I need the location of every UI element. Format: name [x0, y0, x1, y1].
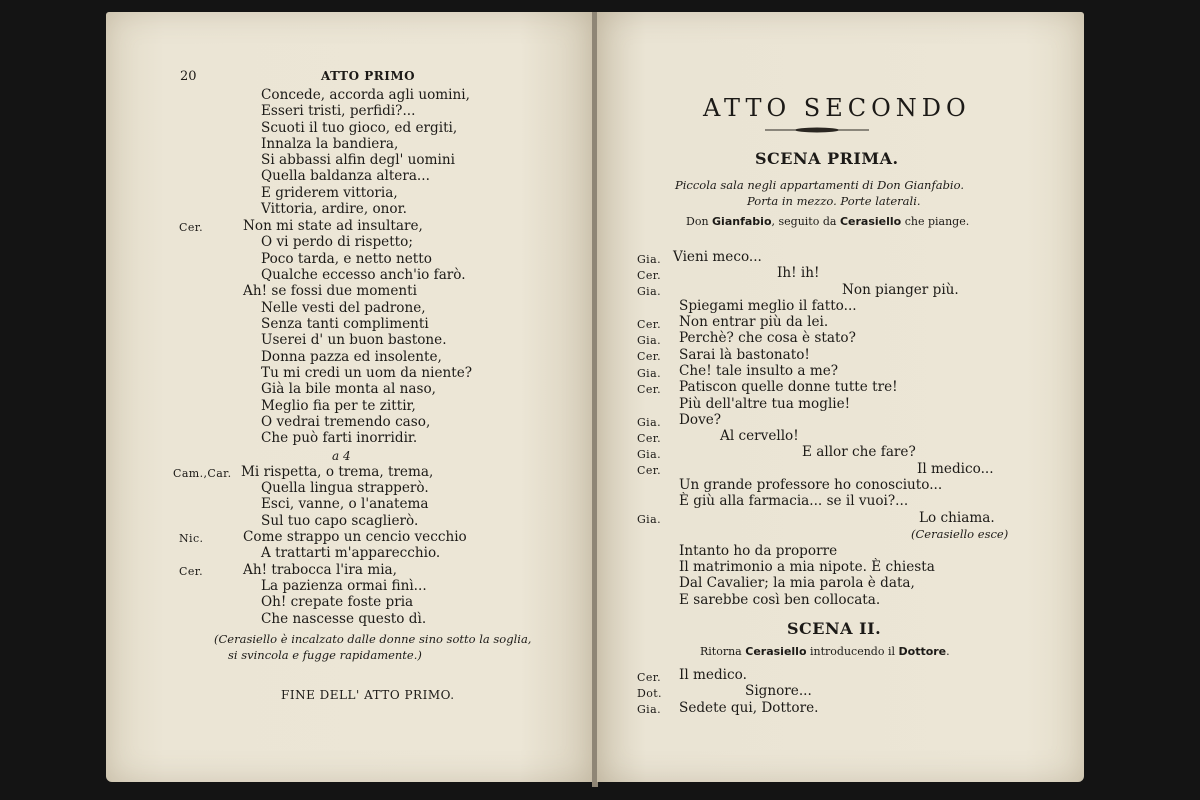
- dialogue-line: E sarebbe così ben collocata.: [679, 592, 881, 608]
- open-book: [106, 12, 1084, 790]
- speaker-label: Gia.: [637, 253, 661, 266]
- left-page: [106, 12, 593, 782]
- ornamental-rule: [765, 126, 869, 134]
- dialogue-line: Il medico.: [679, 667, 747, 683]
- speaker-label: Gia.: [637, 703, 661, 716]
- dialogue-line: Non pianger più.: [842, 282, 959, 298]
- scene-title: SCENA II.: [787, 619, 882, 638]
- verse-line: Scuoti il tuo gioco, ed ergiti,: [261, 120, 458, 136]
- scene-cast: [700, 644, 950, 660]
- speaker-label: Cer.: [179, 221, 204, 234]
- dialogue-line: Perchè? che cosa è stato?: [679, 330, 856, 346]
- speaker-label: Cer.: [637, 383, 662, 396]
- verse-line: Non mi state ad insultare,: [243, 218, 423, 234]
- verse-line: E griderem vittoria,: [261, 185, 398, 201]
- verse-line: La pazienza ormai finì...: [261, 578, 427, 594]
- cast-text: , seguito da: [771, 215, 837, 228]
- dialogue-line: Sedete qui, Dottore.: [679, 700, 819, 716]
- scene-cast: [686, 214, 969, 230]
- verse-line: O vi perdo di rispetto;: [261, 234, 413, 250]
- verse-line: Quella baldanza altera...: [261, 168, 430, 184]
- ensemble-marker: a 4: [332, 449, 351, 463]
- dialogue-line: Signore...: [745, 683, 812, 699]
- verse-line: Vittoria, ardire, onor.: [261, 201, 407, 217]
- verse-line: Sul tuo capo scaglierò.: [261, 513, 419, 529]
- verse-line: Nelle vesti del padrone,: [261, 300, 426, 316]
- verse-line: Userei d' un buon bastone.: [261, 332, 447, 348]
- verse-line: O vedrai tremendo caso,: [261, 414, 431, 430]
- verse-line: Ah! se fossi due momenti: [243, 283, 417, 299]
- speaker-label: Gia.: [637, 513, 661, 526]
- verse-line: Concede, accorda agli uomini,: [261, 87, 470, 103]
- dialogue-line: Dove?: [679, 412, 722, 428]
- stage-direction: si svincola e fugge rapidamente.): [228, 648, 422, 662]
- speaker-label: Gia.: [637, 416, 661, 429]
- act-end-line: FINE DELL' ATTO PRIMO.: [281, 688, 455, 702]
- running-head: ATTO PRIMO: [321, 69, 416, 83]
- dialogue-line: Non entrar più da lei.: [679, 314, 829, 330]
- scene-setting: Piccola sala negli appartamenti di Don Gianfabio.: [675, 178, 964, 192]
- cast-text: che piange.: [904, 215, 970, 228]
- dialogue-line: Che! tale insulto a me?: [679, 363, 839, 379]
- speaker-label: Gia.: [637, 334, 661, 347]
- dialogue-line: E allor che fare?: [802, 444, 916, 460]
- cast-name: Gianfabio: [712, 215, 772, 228]
- verse-line: Che nascesse questo dì.: [261, 611, 427, 627]
- verse-line: A trattarti m'apparecchio.: [261, 545, 441, 561]
- stage-direction: (Cerasiello esce): [911, 527, 1009, 541]
- dialogue-line: Lo chiama.: [919, 510, 995, 526]
- speaker-label: Cer.: [637, 269, 662, 282]
- verse-line: Ah! trabocca l'ira mia,: [243, 562, 397, 578]
- verse-line: Quella lingua strapperò.: [261, 480, 429, 496]
- speaker-label: Cer.: [637, 671, 662, 684]
- cast-name: Dottore: [898, 645, 947, 658]
- speaker-label: Gia.: [637, 285, 661, 298]
- verse-line: Si abbassi alfin degl' uomini: [261, 152, 455, 168]
- dialogue-line: Il medico...: [917, 461, 994, 477]
- verse-line: Qualche eccesso anch'io farò.: [261, 267, 466, 283]
- dialogue-line: Al cervello!: [720, 428, 799, 444]
- dialogue-line: Patiscon quelle donne tutte tre!: [679, 379, 898, 395]
- speaker-label: Nic.: [179, 532, 204, 545]
- dialogue-line: Vieni meco...: [673, 249, 762, 265]
- verse-line: Che può farti inorridir.: [261, 430, 418, 446]
- cast-text: Don: [686, 215, 709, 228]
- verse-line: Mi rispetta, o trema, trema,: [241, 464, 434, 480]
- verse-line: Donna pazza ed insolente,: [261, 349, 442, 365]
- cast-text: introducendo il: [810, 645, 895, 658]
- scene-title: SCENA PRIMA.: [755, 149, 899, 168]
- verse-line: Tu mi credi un uom da niente?: [261, 365, 473, 381]
- dialogue-line: Spiegami meglio il fatto...: [679, 298, 857, 314]
- speaker-label: Cer.: [637, 318, 662, 331]
- speaker-label: Cer.: [637, 432, 662, 445]
- dialogue-line: Un grande professore ho conosciuto...: [679, 477, 943, 493]
- cast-text: Ritorna: [700, 645, 742, 658]
- dialogue-line: Intanto ho da proporre: [679, 543, 838, 559]
- dialogue-line: Ih! ih!: [777, 265, 820, 281]
- dialogue-line: È giù alla farmacia... se il vuoi?...: [679, 493, 909, 509]
- right-page: [597, 12, 1084, 782]
- dialogue-line: Più dell'altre tua moglie!: [679, 396, 851, 412]
- verse-line: Innalza la bandiera,: [261, 136, 399, 152]
- act-title: ATTO SECONDO: [703, 94, 971, 122]
- verse-line: Senza tanti complimenti: [261, 316, 429, 332]
- speaker-label: Dot.: [637, 687, 662, 700]
- verse-line: Poco tarda, e netto netto: [261, 251, 432, 267]
- dialogue-line: Il matrimonio a mia nipote. È chiesta: [679, 559, 935, 575]
- speaker-label: Gia.: [637, 367, 661, 380]
- dialogue-line: Sarai là bastonato!: [679, 347, 810, 363]
- verse-line: Esci, vanne, o l'anatema: [261, 496, 429, 512]
- verse-line: Come strappo un cencio vecchio: [243, 529, 467, 545]
- cast-name: Cerasiello: [745, 645, 807, 658]
- speaker-label: Cam.,Car.: [173, 467, 232, 480]
- scene-setting: Porta in mezzo. Porte laterali.: [747, 194, 921, 208]
- speaker-label: Cer.: [637, 464, 662, 477]
- stage-direction: (Cerasiello è incalzato dalle donne sino sotto la soglia,: [214, 632, 532, 646]
- cast-text: .: [946, 645, 950, 658]
- verse-line: Già la bile monta al naso,: [261, 381, 436, 397]
- verse-line: Meglio fia per te zittir,: [261, 398, 416, 414]
- speaker-label: Gia.: [637, 448, 661, 461]
- cast-name: Cerasiello: [839, 215, 902, 228]
- verse-line: Esseri tristi, perfidi?...: [261, 103, 416, 119]
- dialogue-line: Dal Cavalier; la mia parola è data,: [679, 575, 915, 591]
- page-number: 20: [180, 69, 197, 84]
- speaker-label: Cer.: [179, 565, 204, 578]
- speaker-label: Cer.: [637, 350, 662, 363]
- verse-line: Oh! crepate foste pria: [261, 594, 414, 610]
